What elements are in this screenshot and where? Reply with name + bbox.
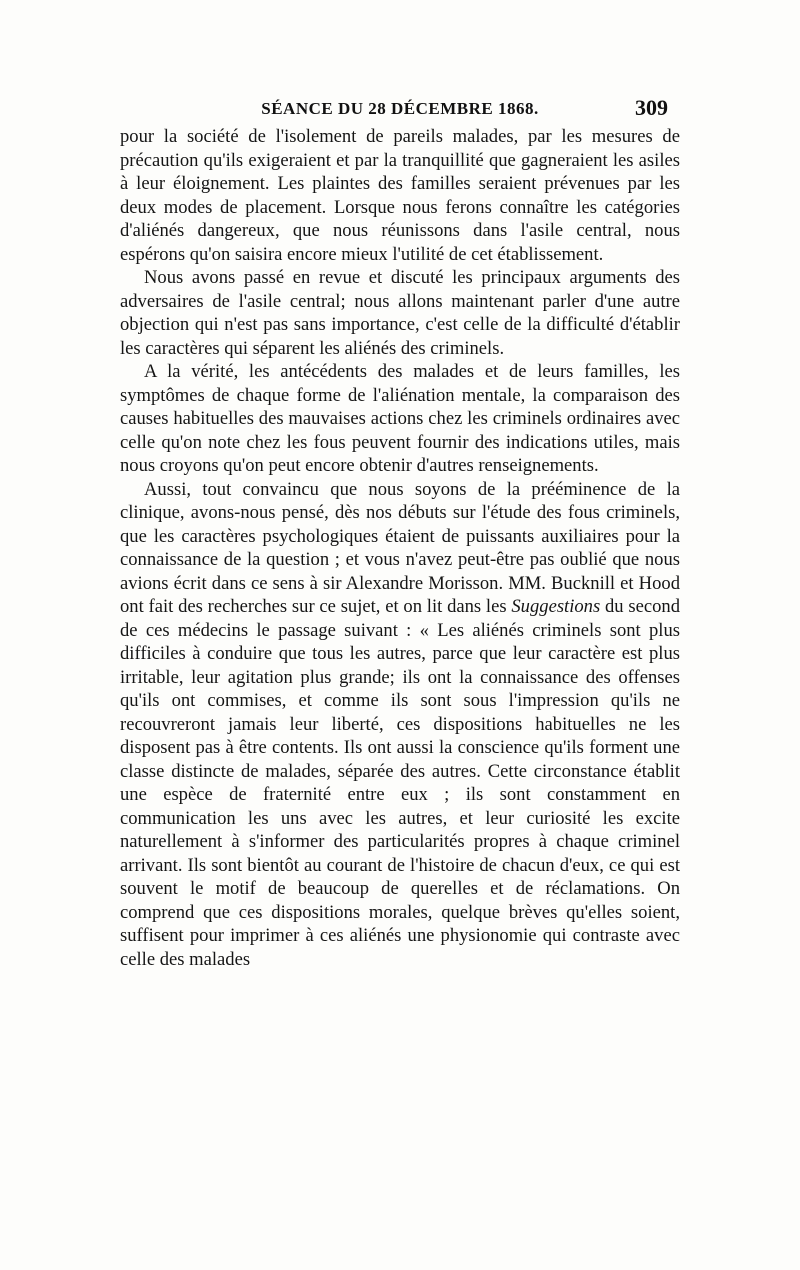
paragraph-text: du second de ces médecins le passage suivant : « Les aliénés criminels sont plus difficiles à conduire que tous les autres, parce que leur caractère est plus irritable, leur agitation plus grande; ils ont la connaissance des offenses qu'ils ont commises, et comme ils sont sous l'impression qu'ils ne recouvreront jamais leur liberté, ces dispositions habituelles ne les disposent pas à être contents. Ils ont aussi la conscience qu'ils forment une classe distincte de malades, séparée des autres. Cette circonstance établit une espèce de fraternité entre eux ; ils sont constamment en communication les uns avec les autres, et leur curiosité les excite naturellement à s'informer des particularités propres à chaque criminel arrivant. Ils sont bientôt au courant de l'histoire de chacun d'eux, ce qui est souvent le motif de beaucoup de querelles et de réclamations. On comprend que ces dispositions morales, quelque brèves qu'elles soient, suffisent pour imprimer à ces aliénés une physionomie qui contraste avec celle des malades [120,596,680,970]
paragraph: pour la société de l'isolement de pareils malades, par les mesures de précaution qu'ils exigeraient et par la tranquillité que gagneraient les asiles à leur éloignement. Les plaintes des familles seraient prévenues par les deux modes de placement. Lorsque nous ferons connaître les catégories d'aliénés dangereux, que nous réunissons dans l'asile central, nous espérons qu'on saisira encore mieux l'utilité de cet établissement. [120,126,680,265]
book-title: Suggestions [511,596,601,617]
paragraph [120,478,680,972]
page-number: 309 [635,95,668,120]
page-header [120,95,680,125]
running-title: SÉANCE DU 28 DÉCEMBRE 1868. [261,99,539,118]
body-text [120,125,680,971]
paragraph-text: Aussi, tout convaincu que nous soyons de la prééminence de la clinique, avons-nous pensé, dès nos débuts sur l'étude des fous criminels, que les caractères psychologiques étaient de puissants auxiliaires pour la connaissance de la question ; et vous n'avez peut-être pas oublié que nous avions écrit dans ce sens à sir Alexandre Morisson. MM. Bucknill et Hood ont fait des recherches sur ce sujet, et on lit dans les [120,478,680,617]
paragraph: A la vérité, les antécédents des malades et de leurs familles, les symptômes de chaque forme de l'aliénation mentale, la comparaison des causes habituelles des mauvaises actions chez les criminels ordinaires avec celle qu'on note chez les fous peuvent fournir des indications utiles, mais nous croyons qu'on peut encore obtenir d'autres renseignements. [120,361,680,476]
paragraph: Nous avons passé en revue et discuté les principaux arguments des adversaires de l'asile central; nous allons maintenant parler d'une autre objection qui n'est pas sans importance, c'est celle de la difficulté d'établir les caractères qui séparent les aliénés des criminels. [120,267,680,359]
